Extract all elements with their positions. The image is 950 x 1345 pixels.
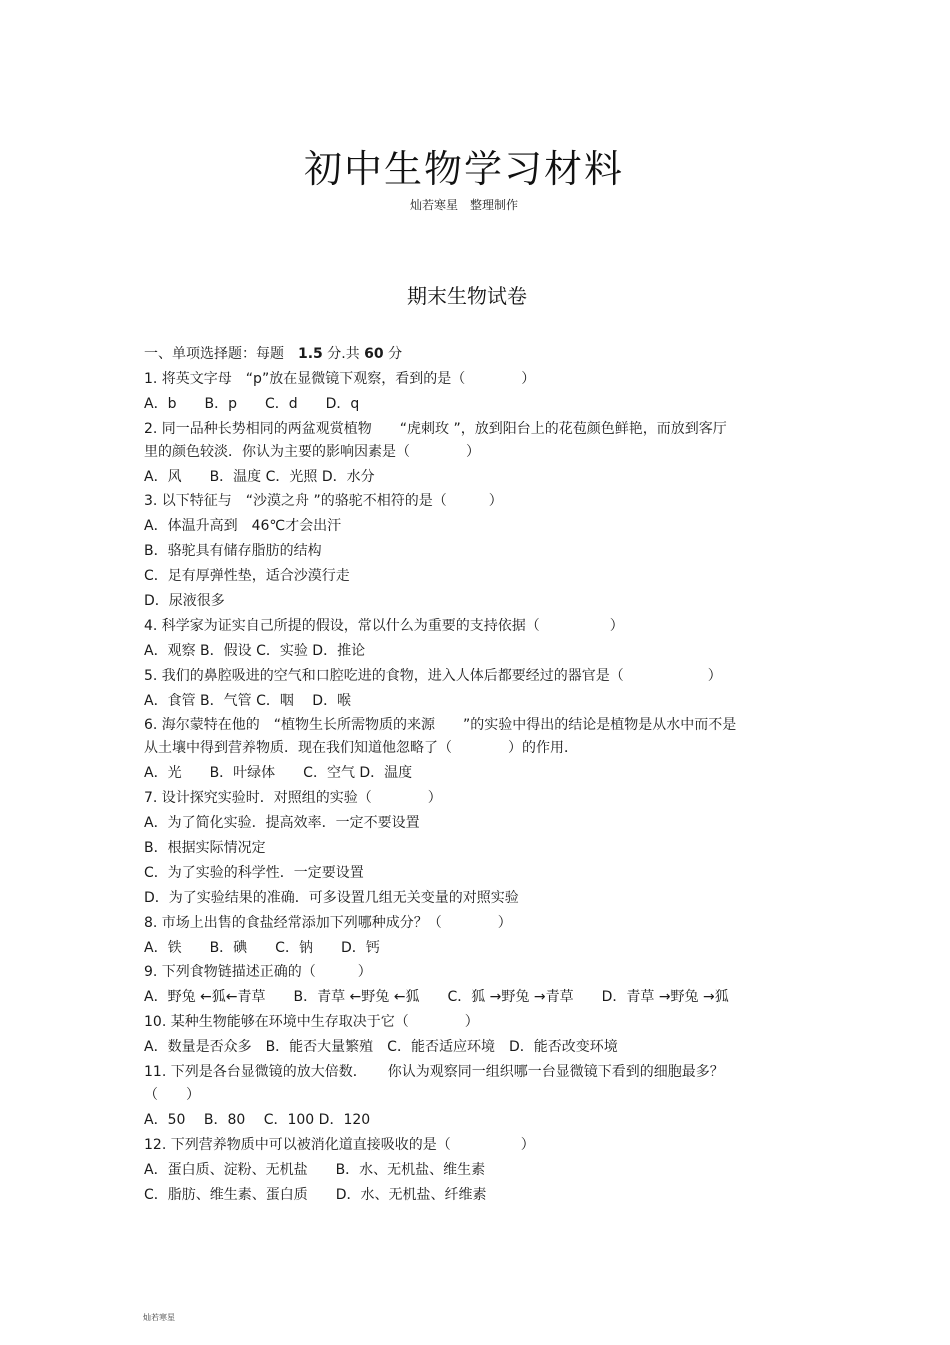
option-line: A．食管 B．气管 C．咽 D．喉 — [144, 692, 352, 709]
question-line: 从土壤中得到营养物质．现在我们知道他忽略了（ ）的作用． — [144, 740, 578, 757]
option-line: A．野兔 ←狐←青草 B．青草 ←野兔 ←狐 C．狐 →野兔 →青草 D．青草 →野兔 →狐 — [144, 989, 729, 1006]
option-line: A．观察 B．假设 C．实验 D．推论 — [144, 642, 366, 659]
section-suffix: 分 — [383, 346, 403, 362]
section-points: 1.5 — [298, 346, 323, 362]
section-prefix: 一、单项选择题：每题 — [144, 346, 298, 362]
option-line: A．风 B．温度 C．光照 D．水分 — [144, 468, 375, 485]
question-line: 12. 下列营养物质中可以被消化道直接吸收的是（ ） — [144, 1136, 535, 1153]
option-line: B．根据实际情况定 — [144, 840, 266, 857]
option-line: A．b B．p C．d D．q — [144, 395, 360, 412]
question-line: 11. 下列是各台显微镜的放大倍数． 你认为观察同一组织哪一台显微镜下看到的细胞最多？ — [144, 1064, 724, 1081]
option-line: A．数量是否众多 B．能否大量繁殖 C．能否适应环境 D．能否改变环境 — [144, 1039, 618, 1056]
question-line: 7. 设计探究实验时．对照组的实验（ ） — [144, 790, 442, 807]
option-line: A．为了简化实验．提高效率．一定不要设置 — [144, 815, 420, 832]
question-line: 4. 科学家为证实自己所提的假设，常以什么为重要的支持依据（ ） — [144, 617, 624, 634]
section-heading — [144, 342, 794, 367]
option-line: A．铁 B．碘 C．钠 D．钙 — [144, 939, 380, 956]
exam-title: 期末生物试卷 — [407, 284, 527, 308]
question-line: 3. 以下特征与 “沙漠之舟 ”的骆驼不相符的是（ ） — [144, 493, 503, 510]
option-line: C．脂肪、维生素、蛋白质 D．水、无机盐、纤维素 — [144, 1186, 487, 1203]
option-line: C．为了实验的科学性．一定要设置 — [144, 864, 364, 881]
question-line: 2. 同一品种长势相同的两盆观赏植物 “虎刺玫 ”，放到阳台上的花苞颜色鲜艳，而放到客厅 — [144, 420, 727, 437]
question-line: 1. 将英文字母 “p”放在显微镜下观察，看到的是（ ） — [144, 370, 536, 387]
option-line: D．尿液很多 — [144, 593, 225, 610]
section-mid: 分.共 — [322, 346, 365, 362]
option-line: B．骆驼具有储存脂肪的结构 — [144, 543, 322, 560]
option-line: A．蛋白质、淀粉、无机盐 B．水、无机盐、维生素 — [144, 1161, 486, 1178]
document-title: 初中生物学习材料 — [303, 147, 624, 191]
question-line: 6. 海尔蒙特在他的 “植物生长所需物质的来源 ”的实验中得出的结论是植物是从水中而不是 — [144, 717, 737, 734]
question-line: （ ） — [144, 1087, 200, 1104]
question-line: 10. 某种生物能够在环境中生存取决于它（ ） — [144, 1014, 479, 1031]
question-line: 里的颜色较淡．你认为主要的影响因素是（ ） — [144, 443, 480, 460]
option-line: C．足有厚弹性垫，适合沙漠行走 — [144, 568, 350, 585]
question-line: 5. 我们的鼻腔吸进的空气和口腔吃进的食物，进入人体后都要经过的器官是（ ） — [144, 667, 722, 684]
option-line: A．体温升高到 46℃才会出汗 — [144, 518, 342, 535]
footer-label: 灿若寒星 — [143, 1313, 175, 1322]
question-list — [144, 342, 794, 1208]
option-line: D．为了实验结果的准确．可多设置几组无关变量的对照实验 — [144, 889, 519, 906]
document-subtitle: 灿若寒星 整理制作 — [409, 198, 518, 212]
section-total: 60 — [364, 346, 384, 362]
question-line: 9. 下列食物链描述正确的（ ） — [144, 964, 372, 981]
option-line: A．50 B．80 C．100 D．120 — [144, 1111, 371, 1128]
question-line: 8. 市场上出售的食盐经常添加下列哪种成分？（ ） — [144, 914, 512, 931]
option-line: A．光 B．叶绿体 C．空气 D．温度 — [144, 765, 413, 782]
